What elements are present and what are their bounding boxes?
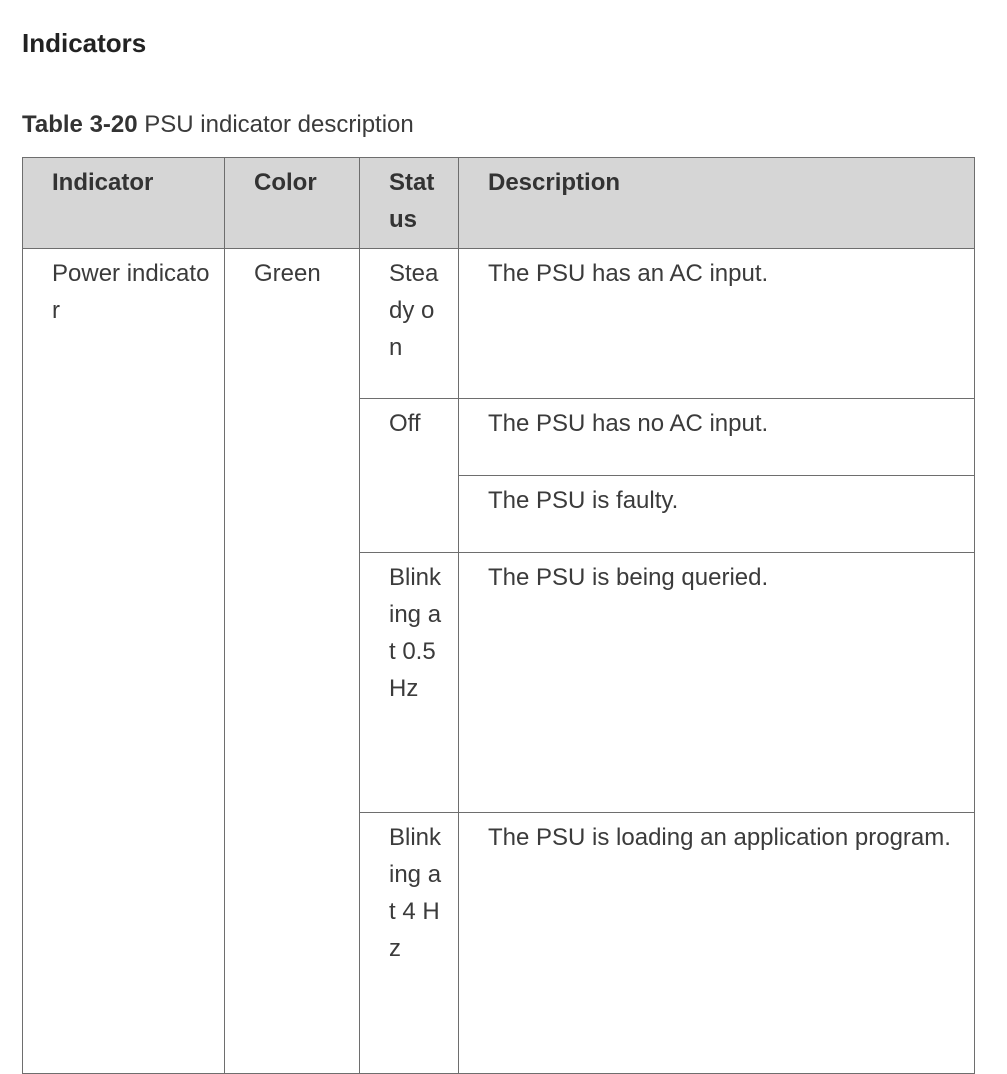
cell-description: The PSU is being queried. xyxy=(459,553,975,813)
header-color: Color xyxy=(225,158,360,249)
header-indicator: Indicator xyxy=(23,158,225,249)
table-caption-text: PSU indicator description xyxy=(137,111,414,138)
section-heading: Indicators xyxy=(22,28,147,58)
table-caption-label: Table 3-20 xyxy=(22,111,138,138)
cell-description: The PSU has no AC input. xyxy=(459,399,975,476)
psu-indicator-table xyxy=(22,157,975,1074)
table-caption xyxy=(22,108,414,142)
cell-status: Blinking at 4 Hz xyxy=(360,813,459,1074)
header-description: Description xyxy=(459,158,975,249)
cell-description: The PSU is loading an application program. xyxy=(459,813,975,1074)
cell-status: Blinking at 0.5 Hz xyxy=(360,553,459,813)
table-header-row xyxy=(23,158,975,249)
cell-status: Off xyxy=(360,399,459,553)
cell-color: Green xyxy=(225,249,360,1074)
header-status: Status xyxy=(360,158,459,249)
cell-description: The PSU has an AC input. xyxy=(459,249,975,399)
cell-status: Steady on xyxy=(360,249,459,399)
cell-description: The PSU is faulty. xyxy=(459,476,975,553)
table-row xyxy=(23,249,975,399)
cell-indicator: Power indicator xyxy=(23,249,225,1074)
